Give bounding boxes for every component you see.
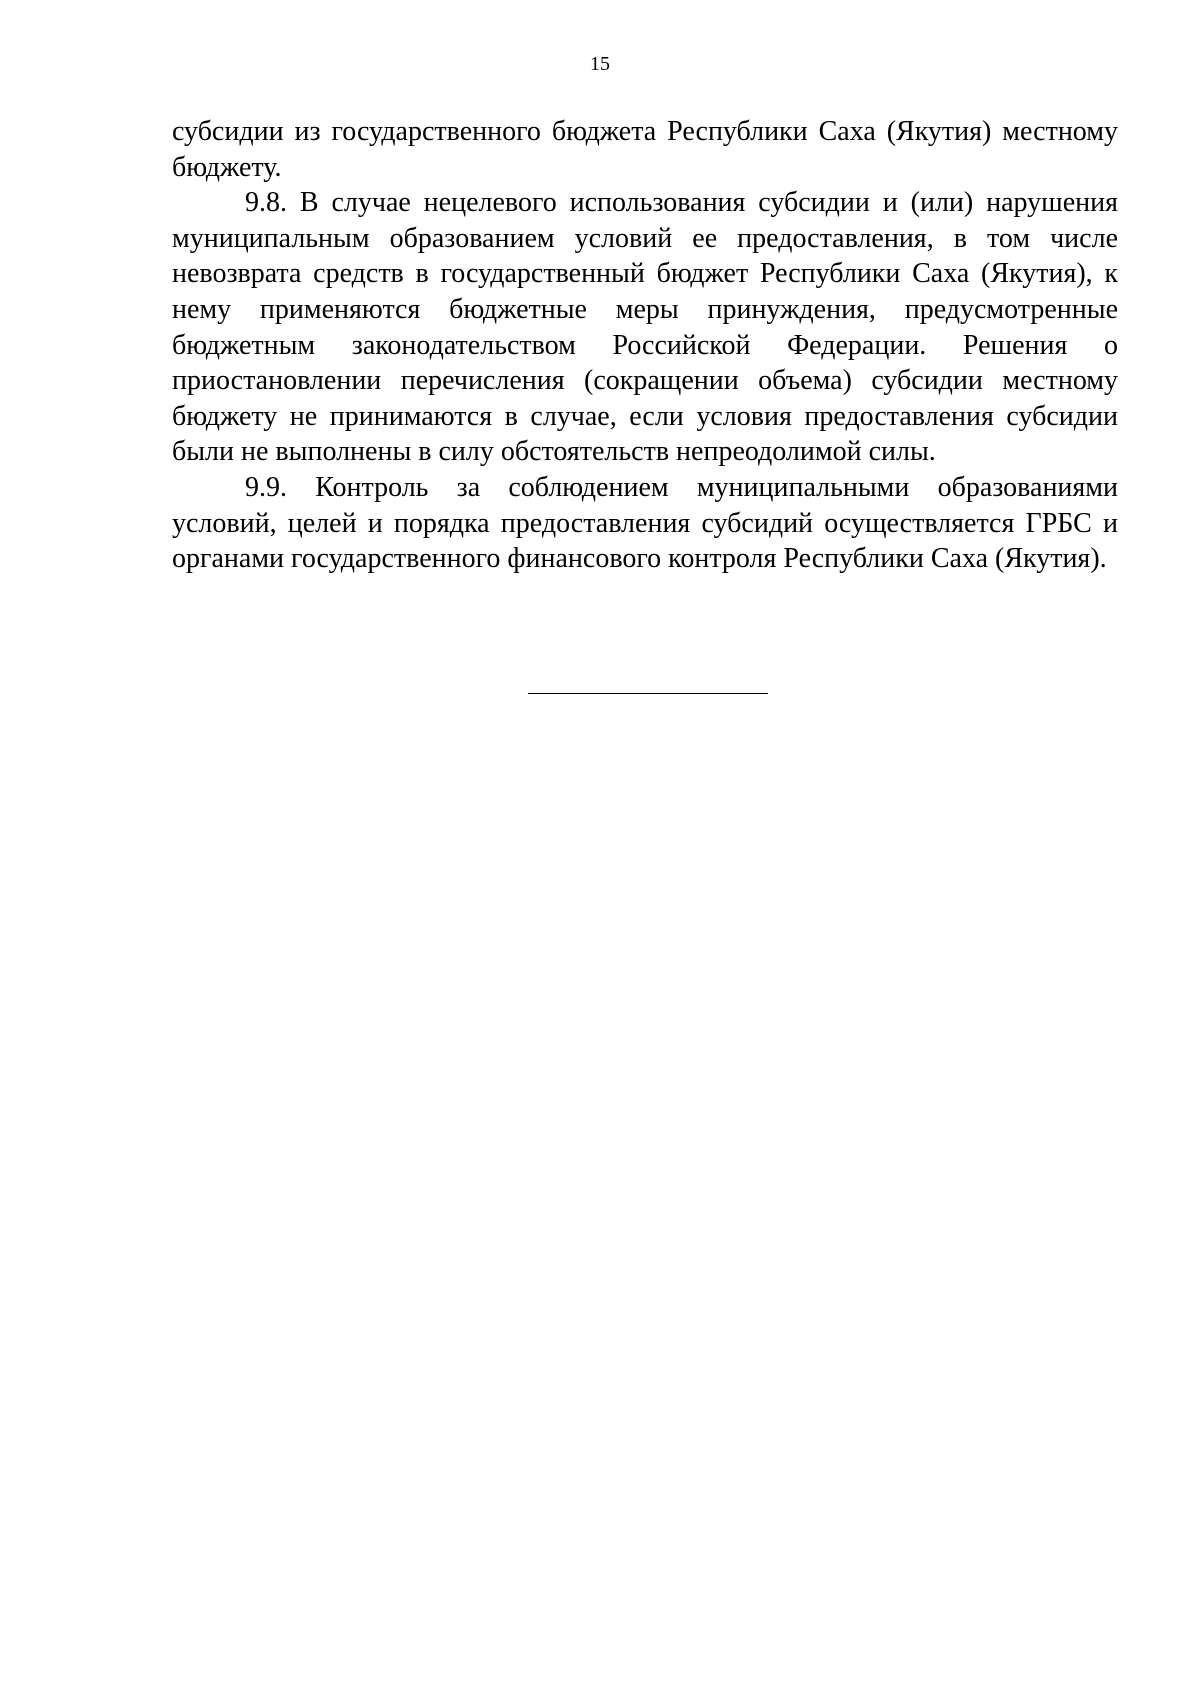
paragraph-9-8: 9.8. В случае нецелевого использования субсидии и (или) нарушения муниципальным образованием условий ее предоставления, в том числе невозврата средств в государственный бюджет Республики Саха (Якутия), к нему применяются бюджетные меры принуждения, предусмотренные бюджетным законодательством Российской Федерации. Решения о приостановлении перечисления (сокращении объема) субсидии местному бюджету не принимаются в случае, если условия предоставления субсидии были не выполнены в силу обстоятельств непреодолимой силы. [172, 187, 1118, 468]
paragraph-continuation: субсидии из государственного бюджета Республики Саха (Якутия) местному бюджету. [172, 116, 1118, 183]
document-body [172, 114, 1118, 577]
end-separator-line [528, 693, 768, 694]
page-number: 15 [590, 53, 610, 75]
paragraph-9-9: 9.9. Контроль за соблюдением муниципальными образованиями условий, целей и порядка предоставления субсидий осуществляется ГРБС и органами государственного финансового контроля Республики Саха (Якутия). [172, 471, 1118, 575]
